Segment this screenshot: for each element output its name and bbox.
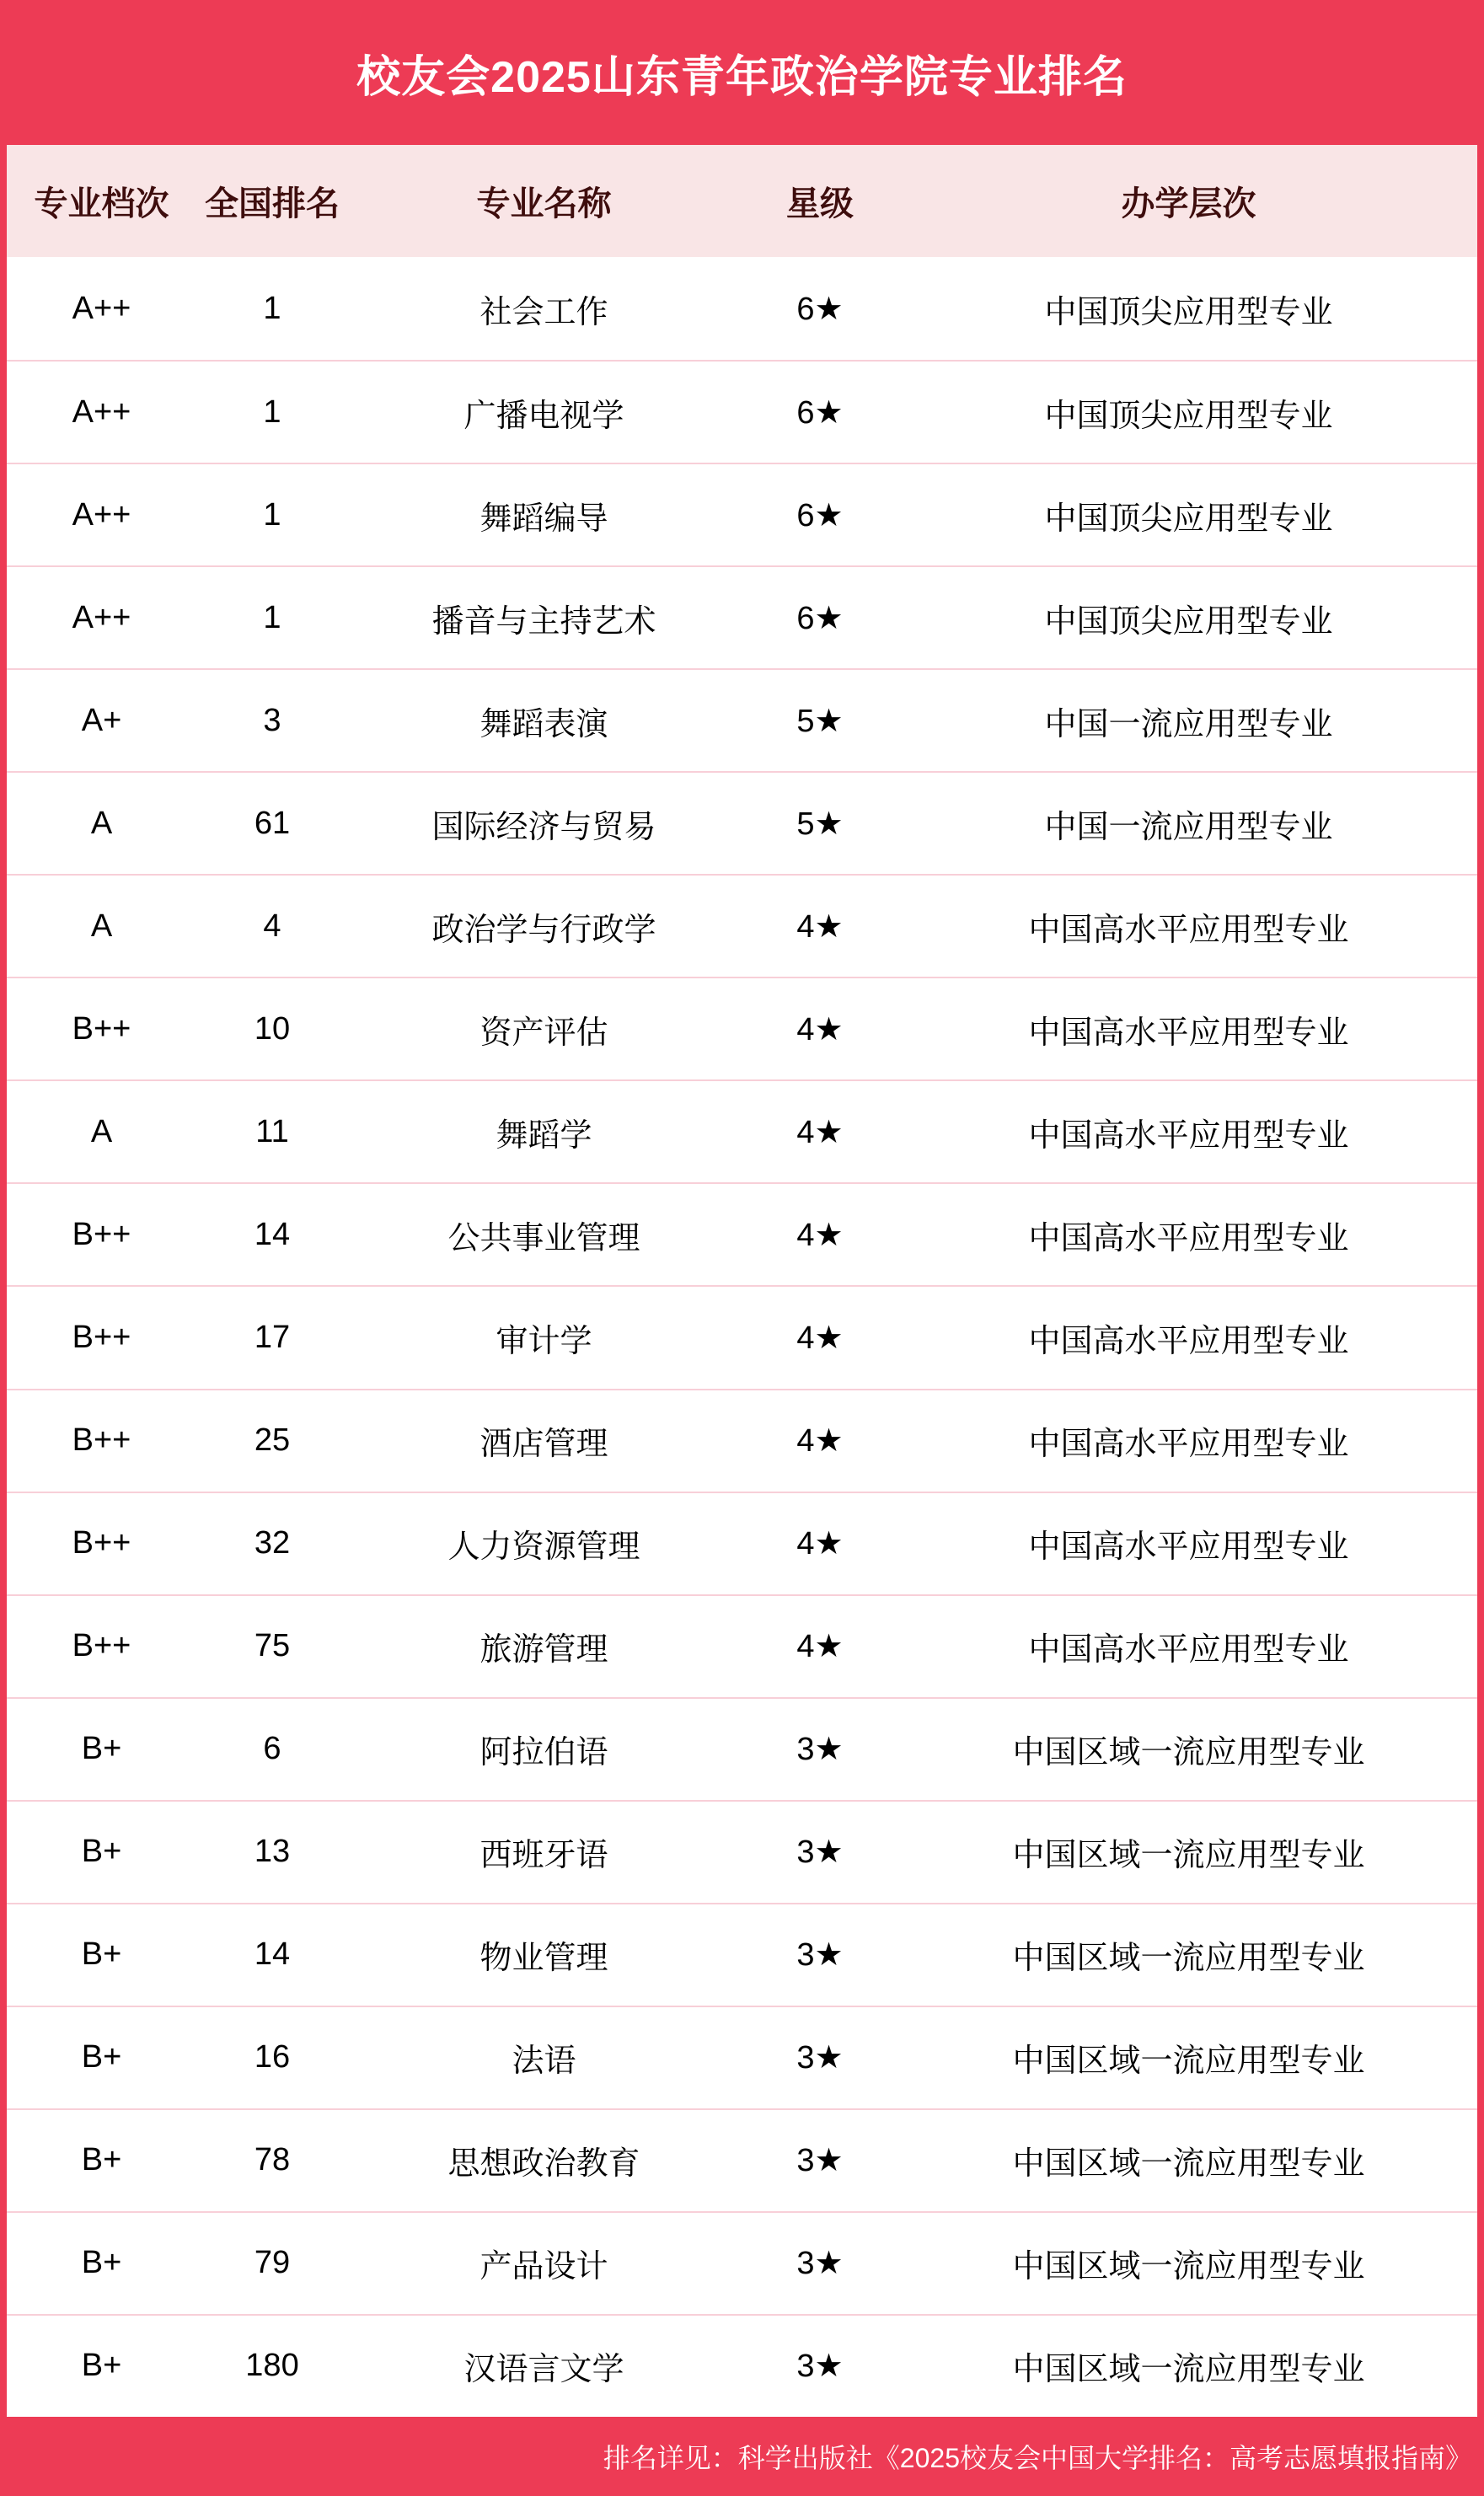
cell-rank: 3 <box>263 702 281 738</box>
cell-grade: B++ <box>72 1525 131 1561</box>
cell-grade: A++ <box>72 599 131 635</box>
table-row <box>7 2006 1477 2108</box>
cell-level: 中国高水平应用型专业 <box>1028 912 1349 948</box>
cell-level: 中国区域一流应用型专业 <box>1012 1838 1365 1874</box>
footer-note: 排名详见：科学出版社《2025校友会中国大学排名：高考志愿填报指南》 <box>603 2443 1472 2473</box>
cell-rank: 4 <box>263 908 281 944</box>
cell-major: 公共事业管理 <box>447 1220 640 1256</box>
table-row <box>7 1182 1477 1285</box>
cell-level: 中国顶尖应用型专业 <box>1044 603 1333 640</box>
cell-major: 法语 <box>512 2043 576 2080</box>
cell-level: 中国顶尖应用型专业 <box>1044 294 1333 330</box>
cell-grade: B+ <box>81 2245 122 2281</box>
cell-major: 审计学 <box>496 1323 592 1359</box>
cell-stars: 3★ <box>796 2246 844 2282</box>
cell-grade: A+ <box>81 702 122 738</box>
cell-major: 思想政治教育 <box>447 2146 640 2183</box>
table-row <box>7 360 1477 463</box>
cell-major: 社会工作 <box>479 294 608 330</box>
table-row <box>7 1594 1477 1697</box>
header-cell-major: 专业名称 <box>476 185 612 222</box>
table-row <box>7 463 1477 565</box>
cell-stars: 4★ <box>796 1217 844 1253</box>
cell-grade: A++ <box>72 290 131 326</box>
table-body <box>7 257 1477 2417</box>
cell-major: 人力资源管理 <box>447 1529 640 1566</box>
table-row <box>7 2314 1477 2417</box>
cell-rank: 180 <box>245 2348 299 2384</box>
cell-rank: 79 <box>254 2245 291 2281</box>
cell-rank: 25 <box>254 1422 291 1459</box>
table-row <box>7 1492 1477 1594</box>
ranking-table <box>7 145 1477 2417</box>
table-row <box>7 1079 1477 1182</box>
cell-stars: 5★ <box>796 806 844 842</box>
cell-major: 资产评估 <box>479 1015 608 1051</box>
cell-level: 中国一流应用型专业 <box>1044 809 1333 845</box>
table-row <box>7 1389 1477 1492</box>
cell-level: 中国高水平应用型专业 <box>1028 1427 1349 1463</box>
cell-grade: B++ <box>72 1010 131 1047</box>
table-row <box>7 257 1477 360</box>
cell-stars: 4★ <box>796 1114 844 1150</box>
cell-rank: 11 <box>255 1113 289 1149</box>
cell-grade: B++ <box>72 1216 131 1252</box>
cell-major: 阿拉伯语 <box>479 1735 608 1771</box>
cell-major: 舞蹈学 <box>496 1117 592 1154</box>
table-row <box>7 2211 1477 2314</box>
cell-level: 中国高水平应用型专业 <box>1028 1015 1349 1051</box>
cell-major: 旅游管理 <box>479 1632 608 1668</box>
cell-rank: 32 <box>254 1525 291 1561</box>
cell-stars: 6★ <box>796 600 844 636</box>
table-row <box>7 977 1477 1079</box>
cell-grade: B+ <box>81 1731 122 1767</box>
cell-level: 中国区域一流应用型专业 <box>1012 2043 1365 2080</box>
table-row <box>7 1697 1477 1800</box>
page-title: 校友会2025山东青年政治学院专业排名 <box>356 52 1128 102</box>
cell-rank: 61 <box>254 805 291 841</box>
table-row <box>7 874 1477 977</box>
table-header-row <box>7 145 1477 257</box>
cell-major: 汉语言文学 <box>463 2352 624 2388</box>
cell-rank: 10 <box>254 1010 291 1047</box>
cell-level: 中国高水平应用型专业 <box>1028 1529 1349 1566</box>
cell-rank: 75 <box>254 1628 291 1664</box>
cell-grade: B+ <box>81 1834 122 1870</box>
cell-stars: 4★ <box>796 1629 844 1665</box>
cell-grade: A <box>90 908 113 944</box>
cell-grade: B+ <box>81 2039 122 2076</box>
header-cell-rank: 全国排名 <box>205 185 340 222</box>
cell-rank: 1 <box>263 599 281 635</box>
cell-level: 中国一流应用型专业 <box>1044 706 1333 742</box>
cell-stars: 6★ <box>796 497 844 533</box>
cell-level: 中国区域一流应用型专业 <box>1012 1941 1365 1977</box>
cell-level: 中国区域一流应用型专业 <box>1012 1735 1365 1771</box>
cell-grade: A++ <box>72 394 131 430</box>
cell-grade: B++ <box>72 1422 131 1459</box>
cell-stars: 6★ <box>796 291 844 327</box>
cell-major: 舞蹈表演 <box>479 706 608 742</box>
cell-level: 中国高水平应用型专业 <box>1028 1632 1349 1668</box>
header-cell-level: 办学层次 <box>1121 185 1256 222</box>
table-row <box>7 668 1477 771</box>
table-row <box>7 1285 1477 1388</box>
cell-rank: 78 <box>254 2142 291 2178</box>
cell-stars: 3★ <box>796 1835 844 1871</box>
cell-level: 中国高水平应用型专业 <box>1028 1117 1349 1154</box>
cell-stars: 4★ <box>796 1526 844 1562</box>
cell-grade: B++ <box>72 1628 131 1664</box>
cell-level: 中国高水平应用型专业 <box>1028 1220 1349 1256</box>
table-row <box>7 2108 1477 2211</box>
cell-major: 西班牙语 <box>479 1838 608 1874</box>
table-row <box>7 565 1477 668</box>
cell-grade: A++ <box>72 496 131 533</box>
cell-rank: 1 <box>263 290 281 326</box>
cell-major: 物业管理 <box>479 1941 608 1977</box>
cell-grade: B++ <box>72 1319 131 1355</box>
cell-major: 播音与主持艺术 <box>431 603 656 640</box>
cell-stars: 4★ <box>796 908 844 945</box>
cell-level: 中国区域一流应用型专业 <box>1012 2352 1365 2388</box>
title-band <box>0 0 1484 145</box>
cell-grade: A <box>90 805 113 841</box>
cell-major: 广播电视学 <box>463 398 624 434</box>
header-cell-stars: 星级 <box>786 185 854 222</box>
cell-level: 中国高水平应用型专业 <box>1028 1323 1349 1359</box>
cell-rank: 17 <box>254 1319 291 1355</box>
cell-grade: B+ <box>81 1936 122 1973</box>
header-cell-grade: 专业档次 <box>34 185 169 222</box>
cell-rank: 1 <box>263 394 281 430</box>
cell-rank: 6 <box>263 1731 281 1767</box>
cell-grade: B+ <box>81 2142 122 2178</box>
cell-stars: 3★ <box>796 2040 844 2076</box>
cell-grade: A <box>90 1113 113 1149</box>
cell-stars: 6★ <box>796 394 844 431</box>
cell-stars: 4★ <box>796 1011 844 1047</box>
table-row <box>7 771 1477 874</box>
cell-stars: 3★ <box>796 1732 844 1768</box>
cell-stars: 4★ <box>796 1423 844 1460</box>
table-row <box>7 1903 1477 2006</box>
cell-major: 酒店管理 <box>479 1427 608 1463</box>
cell-level: 中国顶尖应用型专业 <box>1044 501 1333 537</box>
cell-major: 国际经济与贸易 <box>431 809 656 845</box>
cell-rank: 16 <box>254 2039 291 2076</box>
cell-level: 中国区域一流应用型专业 <box>1012 2249 1365 2285</box>
cell-rank: 14 <box>254 1216 291 1252</box>
cell-rank: 14 <box>254 1936 291 1973</box>
table-row <box>7 1800 1477 1903</box>
footer-band <box>0 2417 1484 2496</box>
cell-rank: 1 <box>263 496 281 533</box>
cell-level: 中国顶尖应用型专业 <box>1044 398 1333 434</box>
cell-major: 政治学与行政学 <box>431 912 656 948</box>
cell-level: 中国区域一流应用型专业 <box>1012 2146 1365 2183</box>
cell-stars: 5★ <box>796 703 844 739</box>
cell-major: 舞蹈编导 <box>479 501 608 537</box>
cell-stars: 3★ <box>796 2143 844 2179</box>
cell-stars: 3★ <box>796 1937 844 1974</box>
cell-grade: B+ <box>81 2348 122 2384</box>
cell-major: 产品设计 <box>479 2249 608 2285</box>
cell-rank: 13 <box>254 1834 291 1870</box>
cell-stars: 3★ <box>796 2349 844 2385</box>
cell-stars: 4★ <box>796 1320 844 1356</box>
